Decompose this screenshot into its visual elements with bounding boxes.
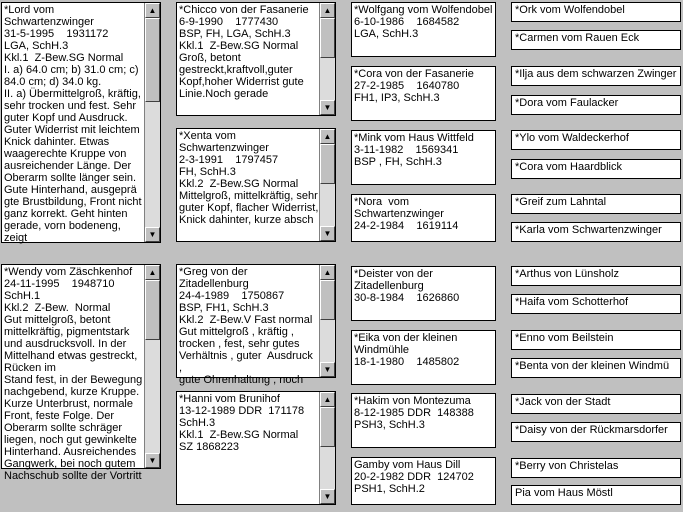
- ancestor-field[interactable]: *Berry von Christelas: [511, 458, 681, 478]
- pedigree-box-ddd[interactable]: [351, 457, 496, 505]
- arrow-up-icon[interactable]: ▲: [320, 392, 335, 407]
- scrollbar[interactable]: [144, 3, 160, 242]
- pedigree-box-dam[interactable]: [1, 264, 161, 482]
- arrow-up-icon[interactable]: ▲: [320, 129, 335, 144]
- ancestor-field[interactable]: *Ylo vom Waldeckerhof: [511, 130, 681, 150]
- dss-info: *Deister von der Zitadellenburg 30-8-1984 1626860: [354, 268, 460, 304]
- dds-info: *Hakim von Montezuma 8-12-1985 DDR 148388 PSH3, SchH.3: [354, 395, 474, 431]
- arrow-down-icon[interactable]: ▼: [320, 489, 335, 504]
- arrow-down-icon[interactable]: ▼: [320, 362, 335, 377]
- scroll-thumb[interactable]: [320, 407, 335, 447]
- ss-info: *Chicco von der Fasanerie 6-9-1990 1777430 BSP, FH, LGA, SchH.3 Kkl.1 Z-Bew.SG Normal Groß, betont gestreckt,kraftvoll,guter Kopf,hoher Widerrist gute Linie.Noch gerade: [179, 4, 309, 100]
- arrow-up-icon[interactable]: ▲: [320, 265, 335, 280]
- scroll-thumb[interactable]: [320, 18, 335, 58]
- pedigree-box-dsd[interactable]: [351, 330, 496, 385]
- ancestor-field[interactable]: *Greif zum Lahntal: [511, 194, 681, 214]
- scroll-thumb[interactable]: [320, 280, 335, 320]
- arrow-up-icon[interactable]: ▲: [320, 3, 335, 18]
- sdd-info: *Nora vom Schwartenzwinger 24-2-1984 1619114: [354, 196, 459, 232]
- sss-info: *Wolfgang vom Wolfendobel 6-10-1986 1684582 LGA, SchH.3: [354, 4, 493, 40]
- pedigree-box-sire[interactable]: [1, 2, 161, 243]
- ancestor-field[interactable]: *Benta von der kleinen Windmü: [511, 358, 681, 378]
- pedigree-box-sss[interactable]: [351, 2, 496, 57]
- ancestor-field[interactable]: *Karla vom Schwartenzwinger: [511, 222, 681, 242]
- dd-info: *Hanni vom Brunihof 13-12-1989 DDR 171178 SchH.3 Kkl.1 Z-Bew.SG Normal SZ 1868223: [179, 393, 305, 453]
- scrollbar[interactable]: [319, 3, 335, 115]
- sire-info: *Lord vom Schwartenzwinger 31-5-1995 1931172 LGA, SchH.3 Kkl.1 Z-Bew.SG Normal I. a) 64.0 cm; b) 31.0 cm; c) 84.0 cm; d) 34.0 kg. II. a) Übermittelgroß, kräftig, sehr trocken und fest. Sehr guter Kopf und Ausdruck. Guter Widerrist mit leichtem Knick dahinter. Etwas waagerechte Kruppe von ausreichender Länge. Der Oberarm sollte länger sein. Gute Hinterhand, ausgeprä gte Brustbildung, Front nicht ganz korrekt. Geht hinten gerade, vorn bodeneng, zeigt: [4, 4, 142, 244]
- pedigree-box-ss[interactable]: [176, 2, 336, 116]
- pedigree-box-ssd[interactable]: [351, 66, 496, 121]
- pedigree-box-sd[interactable]: [176, 128, 336, 242]
- sds-info: *Mink vom Haus Wittfeld 3-11-1982 1569341 BSP , FH, SchH.3: [354, 132, 474, 168]
- scrollbar[interactable]: [319, 129, 335, 241]
- sd-info: *Xenta vom Schwartenzwinger 2-3-1991 1797457 FH, SchH.3 Kkl.2 Z-Bew.SG Normal Mittelgroß, mittelkräftig, sehr guter Kopf, flacher Widerrist, Knick dahinter, kurze absch: [179, 130, 319, 226]
- pedigree-box-dd[interactable]: [176, 391, 336, 505]
- arrow-down-icon[interactable]: ▼: [320, 100, 335, 115]
- ancestor-field[interactable]: *Dora vom Faulacker: [511, 95, 681, 115]
- dam-info: *Wendy vom Zäschkenhof 24-11-1995 1948710 SchH.1 Kkl.2 Z-Bew. Normal Gut mittelgroß, betont mittelkräftig, pigmentstark und ausdrucksvoll. In der Mittelhand etwas gestreckt, Rücken im Stand fest, in der Bewegung nachgebend, kurze Kruppe. Kurze Unterbrust, normale Front, feste Folge. Der Oberarm sollte schräger liegen, noch gut gewinkelte Hinterhand. Ausreichendes Gangwerk, bei noch gutem Nachschub sollte der Vortritt: [4, 266, 143, 482]
- scroll-thumb[interactable]: [145, 280, 160, 340]
- scroll-thumb[interactable]: [320, 144, 335, 184]
- ancestor-field[interactable]: Pia vom Haus Möstl: [511, 485, 681, 505]
- ancestor-field[interactable]: *Cora vom Haardblick: [511, 159, 681, 179]
- arrow-down-icon[interactable]: ▼: [145, 227, 160, 242]
- arrow-up-icon[interactable]: ▲: [145, 265, 160, 280]
- ddd-info: Gamby vom Haus Dill 20-2-1982 DDR 124702 PSH1, SchH.2: [354, 459, 474, 495]
- ancestor-field[interactable]: *Ork vom Wolfendobel: [511, 2, 681, 22]
- arrow-up-icon[interactable]: ▲: [145, 3, 160, 18]
- ancestor-field[interactable]: *Jack von der Stadt: [511, 394, 681, 414]
- arrow-down-icon[interactable]: ▼: [320, 226, 335, 241]
- arrow-down-icon[interactable]: ▼: [145, 453, 160, 468]
- pedigree-box-dss[interactable]: [351, 266, 496, 321]
- ancestor-field[interactable]: *Carmen vom Rauen Eck: [511, 30, 681, 50]
- pedigree-box-sds[interactable]: [351, 130, 496, 185]
- ssd-info: *Cora von der Fasanerie 27-2-1985 1640780 FH1, IP3, SchH.3: [354, 68, 474, 104]
- ancestor-field[interactable]: *Haifa vom Schotterhof: [511, 294, 681, 314]
- scrollbar[interactable]: [319, 392, 335, 504]
- pedigree-box-sdd[interactable]: [351, 194, 496, 242]
- scroll-thumb[interactable]: [145, 18, 160, 102]
- scrollbar[interactable]: [319, 265, 335, 377]
- dsd-info: *Eika von der kleinen Windmühle 18-1-1980 1485802: [354, 332, 460, 368]
- pedigree-box-dds[interactable]: [351, 393, 496, 448]
- scrollbar[interactable]: [144, 265, 160, 468]
- ancestor-field[interactable]: *Arthus von Lünsholz: [511, 266, 681, 286]
- ds-info: *Greg von der Zitadellenburg 24-4-1989 1750867 BSP, FH1, SchH.3 Kkl.2 Z-Bew.V Fast normal Gut mittelgroß , kräftig , trocken , fest, sehr gutes Verhältnis , guter Ausdruck , gute Ohrenhaltung , noch: [179, 266, 313, 386]
- ancestor-field[interactable]: *Ilja aus dem schwarzen Zwinger: [511, 66, 681, 86]
- pedigree-box-ds[interactable]: [176, 264, 336, 386]
- ancestor-field[interactable]: *Enno vom Beilstein: [511, 330, 681, 350]
- ancestor-field[interactable]: *Daisy von der Rückmarsdorfer: [511, 422, 681, 442]
